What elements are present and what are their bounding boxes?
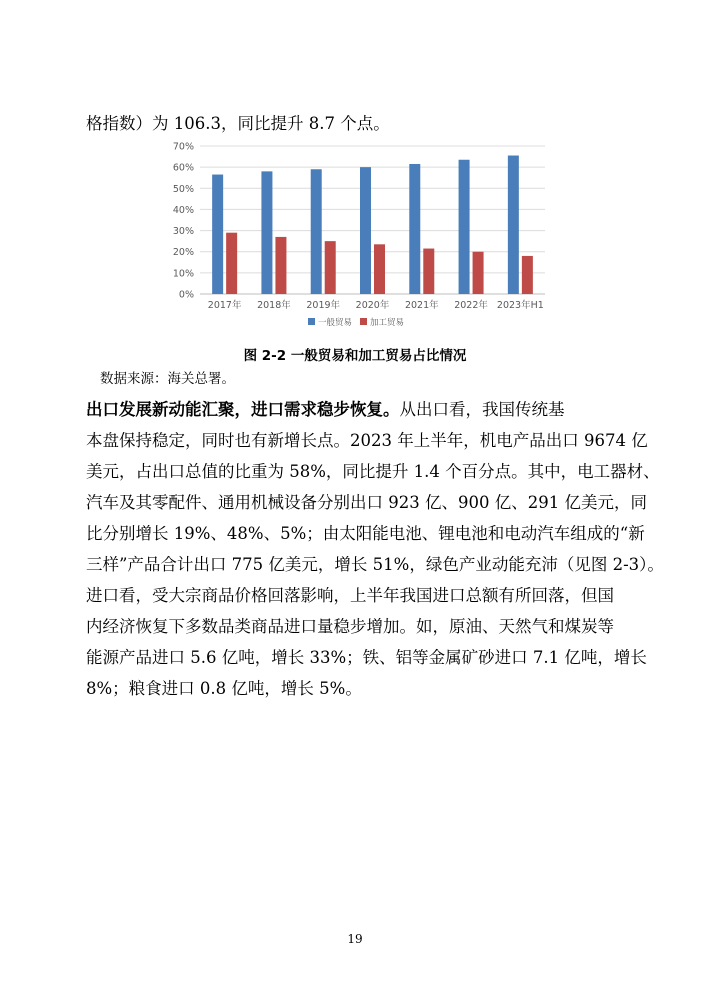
bar-general [508,156,519,294]
bar-general [311,169,322,294]
y-tick-label: 10% [172,268,194,280]
page-number: 19 [347,932,363,946]
legend-label: 一般贸易 [318,318,353,328]
chart-gridlines [200,146,545,294]
paragraph-line: 比分别增长 19%、48%、5%；由太阳能电池、锂电池和电动汽车组成的“新 [86,524,645,543]
x-tick-label: 2023年H1 [496,300,544,311]
paragraph-line: 三样”产品合计出口 775 亿美元，增长 51%，绿色产业动能充沛（见图 2-3）。 [86,555,664,574]
bar-general [261,171,272,294]
bar-processing [522,256,533,294]
trade-share-bar-chart [160,136,550,336]
paragraph-line-1-rest: 从出口看，我国传统基 [399,400,565,419]
paragraph-line-1 [86,400,565,420]
y-tick-label: 30% [172,226,194,238]
y-tick-label: 20% [172,247,194,259]
intro-text-line: 格指数）为 106.3，同比提升 8.7 个点。 [86,114,390,133]
x-tick-label: 2019年 [306,300,341,311]
y-tick-label: 60% [172,162,194,174]
legend-swatch [360,318,367,325]
bar-general [459,160,470,294]
chart-x-axis [208,299,544,311]
y-tick-label: 50% [172,183,194,195]
figure-source: 数据来源：海关总署。 [100,371,235,387]
legend-label: 加工贸易 [370,318,405,328]
bar-general [360,167,371,294]
paragraph-line: 汽车及其零配件、通用机械设备分别出口 923 亿、900 亿、291 亿美元，同 [86,493,647,512]
x-tick-label: 2022年 [454,300,488,311]
chart-legend [308,317,404,328]
y-tick-label: 70% [172,141,194,153]
paragraph-line: 美元，占出口总值的比重为 58%，同比提升 1.4 个百分点。其中，电工器材、 [86,462,660,481]
x-tick-label: 2017年 [207,300,242,311]
bar-processing [275,237,286,294]
bar-general [212,175,223,294]
x-tick-label: 2018年 [257,300,291,311]
y-tick-label: 0% [178,289,194,301]
figure-caption: 图 2-2 一般贸易和加工贸易占比情况 [243,348,467,364]
paragraph-line: 8%；粮食进口 0.8 亿吨，增长 5%。 [86,679,362,698]
x-tick-label: 2021年 [404,300,439,311]
paragraph-lead: 出口发展新动能汇聚，进口需求稳步恢复。 [86,400,400,419]
bar-processing [325,241,336,294]
bar-processing [473,252,484,294]
chart-y-axis [173,142,194,301]
x-tick-label: 2020年 [355,300,390,311]
y-tick-label: 40% [172,204,194,216]
bar-processing [226,233,237,294]
paragraph-line: 进口看，受大宗商品价格回落影响，上半年我国进口总额有所回落，但国 [86,586,614,605]
bar-processing [423,249,434,294]
bar-general [409,164,420,294]
paragraph-line: 能源产品进口 5.6 亿吨，增长 33%；铁、铝等金属矿砂进口 7.1 亿吨，增长 [86,648,647,667]
legend-swatch [308,318,315,325]
bar-processing [374,244,385,294]
paragraph-line: 本盘保持稳定，同时也有新增长点。2023 年上半年，机电产品出口 9674 亿 [86,431,648,450]
paragraph-line: 内经济恢复下多数品类商品进口量稳步增加。如，原油、天然气和煤炭等 [86,617,614,636]
